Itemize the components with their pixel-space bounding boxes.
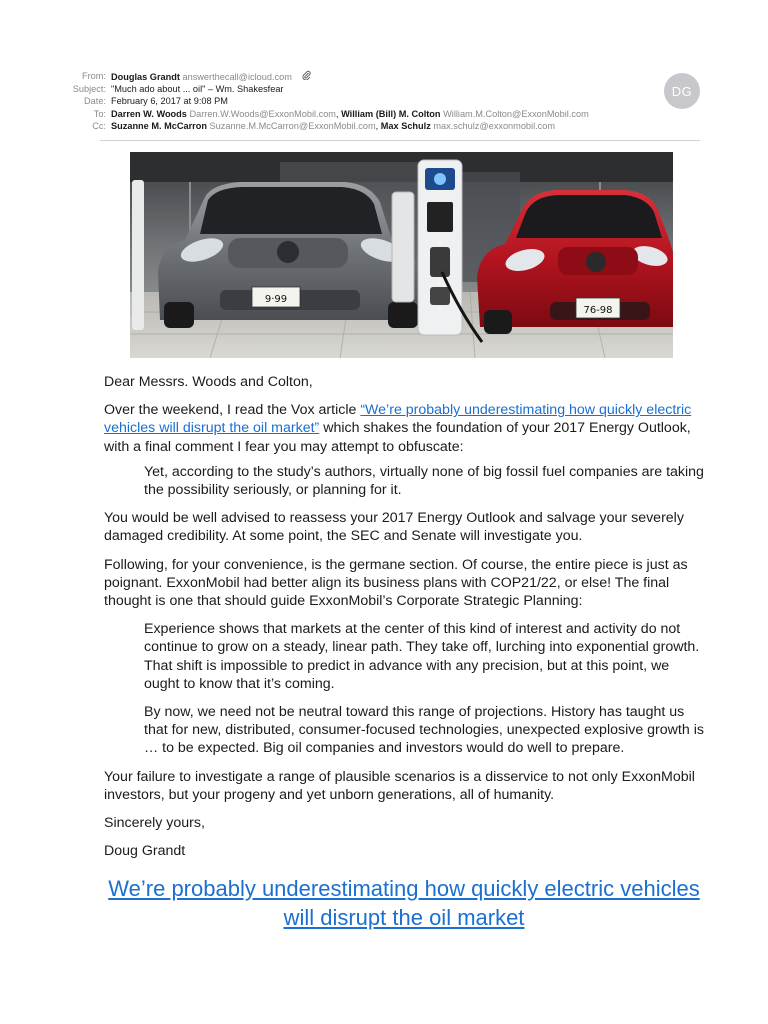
cc-recipient-email[interactable]: Suzanne.M.McCarron@ExxonMobil.com xyxy=(209,120,376,131)
closing: Sincerely yours, xyxy=(104,815,205,832)
right-license-plate: 76-98 xyxy=(583,305,613,316)
subject-label: Subject: xyxy=(72,84,106,95)
paragraph-germane-section: Following, for your convenience, is the germane section. Of course, the entire piece is just as poignant. ExxonMobil had better align its business plans with COP21/22, or else! The final thought is one that should guide ExxonMobil’s Corporate Strategic Planning: xyxy=(104,556,688,610)
salutation: Dear Messrs. Woods and Colton, xyxy=(104,374,313,390)
date-row xyxy=(40,95,660,107)
left-license-plate: 9·99 xyxy=(264,294,288,305)
electric-cars-charging-photo xyxy=(130,152,673,358)
subject-row xyxy=(40,83,660,95)
from-name[interactable]: Douglas Grandt xyxy=(111,72,180,82)
from-label: From: xyxy=(82,71,106,81)
date-label: Date: xyxy=(84,96,106,107)
recipient-separator: , xyxy=(335,108,339,119)
letter-body xyxy=(104,373,704,870)
quote-by-now: By now, we need not be neutral toward this range of projections. History has taught us that for new, distributed, consumer-focused technologies, unexpected explosive growth is … to be expected. Big oil companies and investors would do well to prepare. xyxy=(144,704,704,757)
paperclip-icon[interactable] xyxy=(302,70,311,82)
date-text: February 6, 2017 at 9:08 PM xyxy=(111,96,228,107)
paragraph-intro: Over the weekend, I read the Vox article “We’re probably underestimating how quickly electric vehicles will disrupt the oil market” which shakes the foundation of your 2017 Energy Outlook, with a final comment I fear you may attempt to obfuscate: xyxy=(104,402,692,455)
article-title-link[interactable]: We’re probably underestimating how quickly electric vehicles will disrupt the oil market xyxy=(108,876,700,930)
recipient-separator: , xyxy=(375,120,379,131)
to-label: To: xyxy=(93,108,106,119)
from-email[interactable]: answerthecall@icloud.com xyxy=(182,72,292,82)
cc-label: Cc: xyxy=(92,120,106,131)
cc-recipient-name[interactable]: Max Schulz xyxy=(380,120,431,131)
to-recipient-email[interactable]: Darren.W.Woods@ExxonMobil.com xyxy=(189,108,336,119)
to-recipient-email[interactable]: William.M.Colton@ExxonMobil.com xyxy=(443,108,589,119)
to-row xyxy=(40,108,660,120)
paragraph-reassess: You would be well advised to reassess your 2017 Energy Outlook and salvage your severely damaged credibility. At some point, the SEC and Senate will investigate you. xyxy=(104,510,684,545)
email-header xyxy=(40,70,660,132)
cc-recipient-name[interactable]: Suzanne M. McCarron xyxy=(111,120,207,131)
to-recipient-name[interactable]: William (Bill) M. Colton xyxy=(341,108,441,119)
cc-row xyxy=(40,120,660,132)
from-row xyxy=(40,70,660,83)
vox-article-link[interactable]: “We’re probably underestimating how quickly electric vehicles will disrupt the oil market” xyxy=(104,402,692,437)
paragraph-failure: Your failure to investigate a range of plausible scenarios is a disservice to not only ExxonMobil investors, but your progeny and yet unborn generations, all of humanity. xyxy=(104,768,695,803)
cc-recipient-email[interactable]: max.schulz@exxonmobil.com xyxy=(433,120,556,131)
to-recipient-name[interactable]: Darren W. Woods xyxy=(111,108,187,119)
subject-text: "Much ado about ... oil" – Wm. Shakesfear xyxy=(111,84,284,95)
sender-avatar[interactable]: DG xyxy=(664,73,700,109)
charging-post-left xyxy=(132,180,144,330)
quote-study-authors: Yet, according to the study’s authors, virtually none of big fossil fuel companies are taking the possibility seriously, or planning for it. xyxy=(144,463,704,499)
signature: Doug Grandt xyxy=(104,843,186,860)
quote-experience: Experience shows that markets at the center of this kind of interest and activity do not continue to grow on a steady, linear path. They take off, lurching into exponential growth. That shift is impossible to predict in advance with any precision, but at this point, we ought to know that it’s coming. xyxy=(144,621,700,692)
header-divider xyxy=(100,140,700,141)
